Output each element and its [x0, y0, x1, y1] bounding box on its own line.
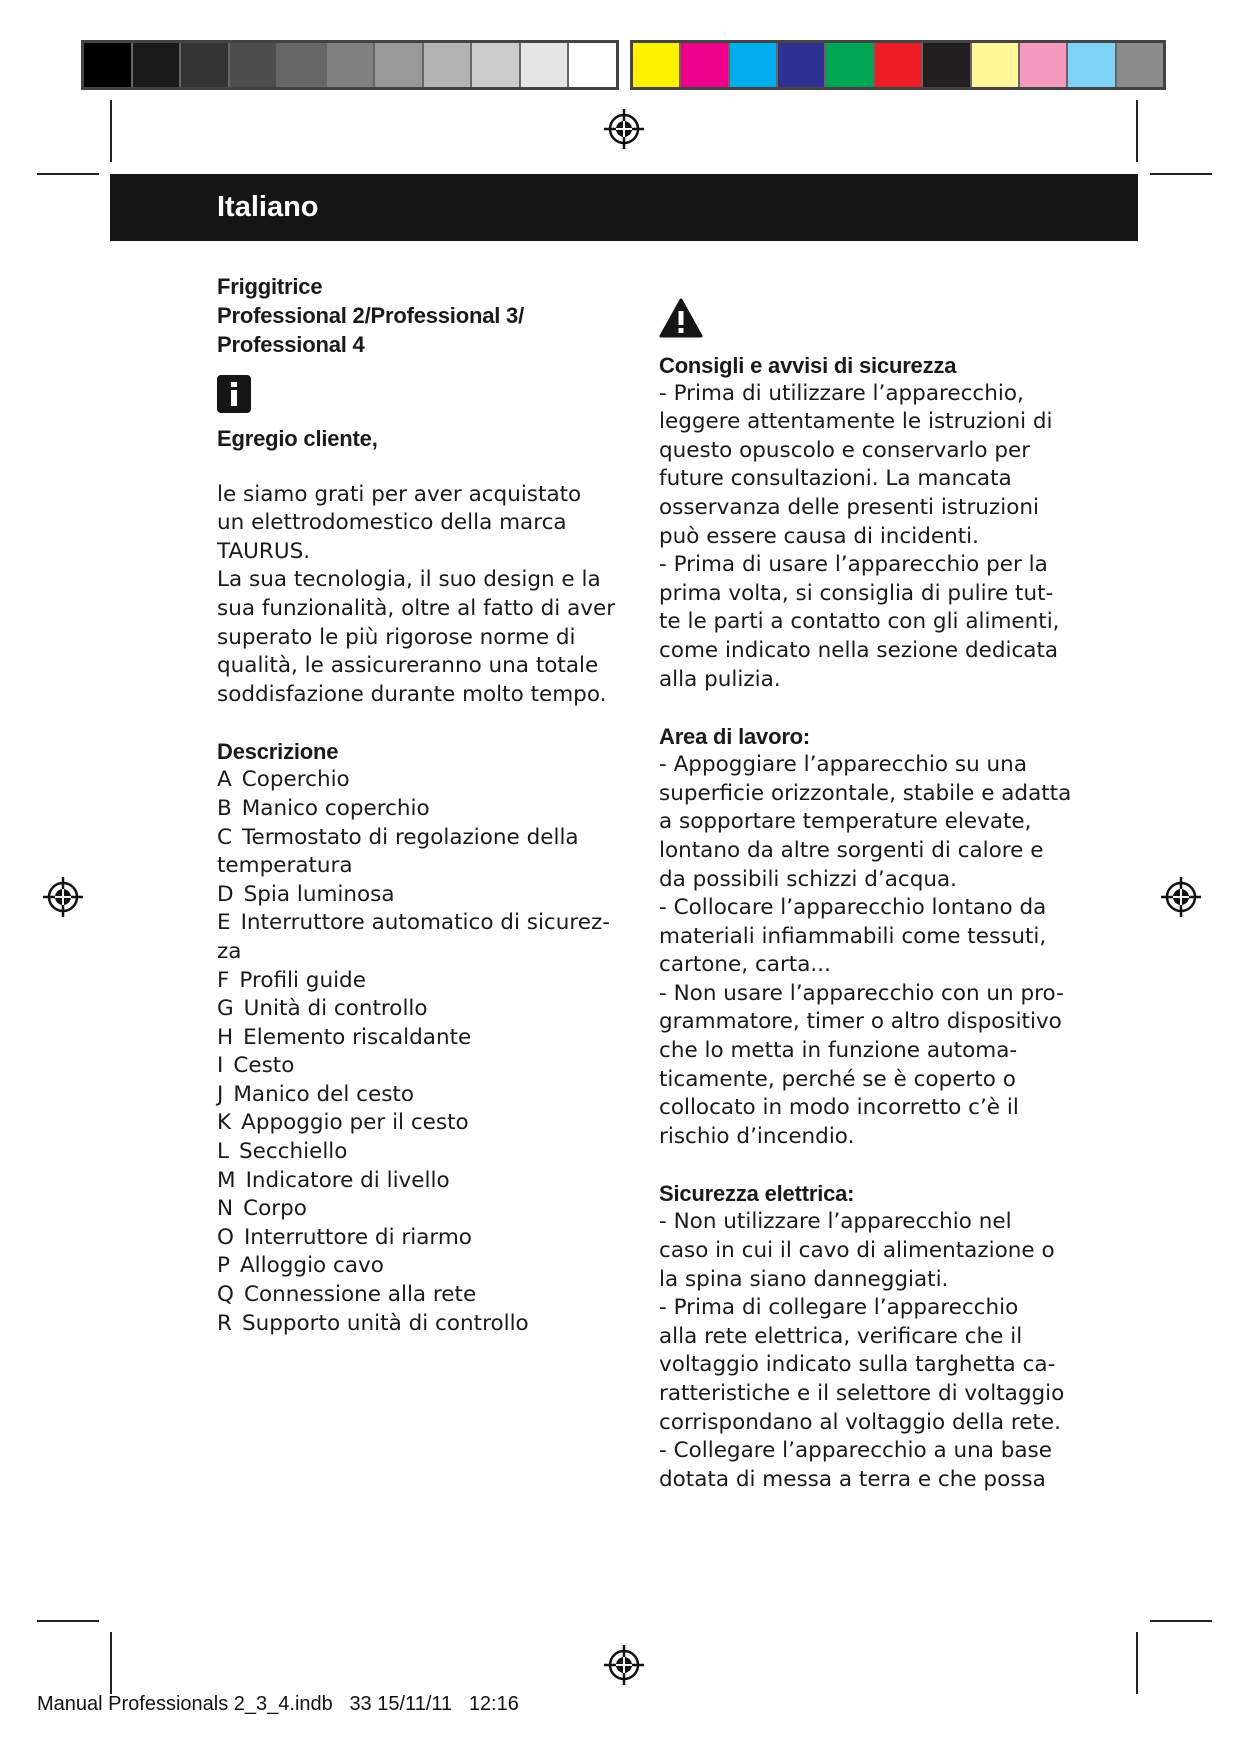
color-calibration-bar [630, 40, 1166, 90]
text-line: future consultazioni. La mancata [659, 466, 1012, 492]
color-swatch [681, 43, 729, 87]
item-letter: N [217, 1196, 234, 1222]
text-line: corrispondano al voltaggio della rete. [659, 1409, 1061, 1435]
color-swatch [875, 43, 923, 87]
description-item [217, 1167, 617, 1196]
text-line: collocato in modo incorretto c’è il [659, 1095, 1019, 1121]
safety-paragraph [659, 380, 1079, 552]
item-label: Coperchio [241, 767, 350, 793]
item-label: Interruttore di riarmo [243, 1224, 472, 1250]
text-line: - Non utilizzare l’apparecchio nel [659, 1209, 1012, 1235]
description-item [217, 1224, 617, 1253]
text-line: sua funzionalità, oltre al fatto di aver [217, 595, 616, 621]
product-title-line: Professional 2/Professional 3/ [217, 303, 525, 328]
info-icon [217, 375, 251, 413]
text-line: - Non usare l’apparecchio con un pro- [659, 980, 1064, 1006]
work-area-paragraph [659, 894, 1079, 980]
text-line: La sua tecnologia, il suo design e la [217, 567, 601, 593]
electrical-paragraph [659, 1294, 1079, 1437]
item-label: Profili guide [239, 967, 366, 993]
description-item [217, 1252, 617, 1281]
description-item [217, 1109, 617, 1138]
item-letter: C [217, 824, 233, 850]
registration-mark-icon [603, 1644, 645, 1686]
electrical-paragraph [659, 1437, 1079, 1494]
footer-date: 15/11/11 [377, 1693, 453, 1715]
color-swatch [633, 43, 681, 87]
color-swatch [472, 43, 521, 87]
item-label-continuation: za [217, 938, 242, 964]
color-swatch [278, 43, 327, 87]
text-line: te le parti a contatto con gli alimenti, [659, 609, 1060, 635]
text-line: - Appoggiare l’apparecchio su una [659, 752, 1027, 778]
color-swatch [778, 43, 826, 87]
description-item [217, 1138, 617, 1167]
electrical-paragraph [659, 1208, 1079, 1294]
color-swatch [569, 43, 616, 87]
work-area-paragraph [659, 751, 1079, 894]
item-letter: E [217, 910, 231, 936]
item-letter: I [217, 1053, 224, 1079]
crop-mark [37, 1620, 99, 1622]
text-line: TAURUS. [217, 538, 311, 564]
intro-text [217, 481, 617, 710]
registration-mark-icon [603, 108, 645, 150]
greeting: Egregio cliente, [217, 425, 378, 451]
text-line: ticamente, perché se è coperto o [659, 1066, 1016, 1092]
text-line: le siamo grati per aver acquistato [217, 481, 582, 507]
item-letter: K [217, 1110, 232, 1136]
text-line: la spina siano danneggiati. [659, 1266, 949, 1292]
color-swatch [1020, 43, 1068, 87]
crop-mark [1150, 173, 1212, 175]
description-list [217, 766, 617, 1338]
left-column [217, 272, 617, 1338]
text-line: da possibili schizzi d’acqua. [659, 866, 957, 892]
description-item [217, 1052, 617, 1081]
product-title [217, 272, 617, 359]
item-letter: F [217, 967, 230, 993]
text-line: rischio d’incendio. [659, 1123, 855, 1149]
crop-mark [1136, 100, 1138, 162]
item-letter: A [217, 767, 232, 793]
description-item [217, 766, 617, 795]
description-item [217, 909, 617, 966]
description-item [217, 881, 617, 910]
text-line: come indicato nella sezione dedicata [659, 637, 1059, 663]
text-line: alla rete elettrica, verificare che il [659, 1323, 1023, 1349]
color-swatch [1117, 43, 1163, 87]
color-swatch [424, 43, 473, 87]
work-area-heading: Area di lavoro: [659, 724, 811, 750]
text-line: prima volta, si consiglia di pulire tut- [659, 580, 1054, 606]
registration-mark-icon [1160, 876, 1202, 918]
language-header [110, 174, 1138, 241]
item-label-continuation: temperatura [217, 853, 353, 879]
text-line: leggere attentamente le istruzioni di [659, 409, 1053, 435]
work-area-paragraph [659, 980, 1079, 1152]
text-line: cartone, carta... [659, 952, 831, 978]
item-letter: Q [217, 1282, 234, 1308]
description-item [217, 967, 617, 996]
language-title: Italiano [217, 191, 319, 223]
intro-paragraph [217, 481, 617, 567]
text-line: ratteristiche e il selettore di voltaggio [659, 1381, 1065, 1406]
text-line: grammatore, timer o altro dispositivo [659, 1009, 1062, 1035]
footer-time: 12:16 [468, 1693, 519, 1715]
footer-slug [37, 1693, 519, 1716]
safety-paragraph [659, 551, 1079, 694]
crop-mark [1136, 1632, 1138, 1694]
warning-triangle-icon [659, 298, 703, 338]
item-label: Cesto [233, 1053, 295, 1079]
item-label: Supporto unità di controllo [241, 1310, 529, 1336]
safety-heading: Consigli e avvisi di sicurezza [659, 352, 957, 378]
description-item [217, 1281, 617, 1310]
color-swatch [923, 43, 971, 87]
item-label: Spia luminosa [243, 881, 395, 907]
text-line: superato le più rigorose norme di [217, 624, 576, 650]
text-line: un elettrodomestico della marca [217, 510, 567, 536]
item-letter: G [217, 996, 234, 1022]
product-title-line: Friggitrice [217, 274, 323, 299]
safety-text [659, 380, 1079, 695]
text-line: caso in cui il cavo di alimentazione o [659, 1238, 1055, 1264]
color-swatch [972, 43, 1020, 87]
item-label: Indicatore di livello [245, 1167, 450, 1193]
item-letter: P [217, 1253, 230, 1279]
item-label: Corpo [243, 1196, 307, 1222]
crop-mark [1150, 1620, 1212, 1622]
item-letter: H [217, 1024, 234, 1050]
text-line: può essere causa di incidenti. [659, 523, 979, 549]
color-swatch [133, 43, 182, 87]
text-line: dotata di messa a terra e che possa [659, 1466, 1046, 1492]
description-item [217, 1310, 617, 1339]
description-item [217, 995, 617, 1024]
footer-page: 33 [349, 1693, 372, 1715]
text-line: che lo metta in funzione automa- [659, 1038, 1018, 1064]
item-label: Interruttore automatico di sicurez- [240, 910, 611, 936]
work-area-text [659, 751, 1079, 1151]
item-label: Manico del cesto [233, 1081, 414, 1107]
text-line: alla pulizia. [659, 666, 781, 692]
item-label: Secchiello [238, 1139, 348, 1165]
crop-mark [110, 1632, 112, 1694]
text-line: - Collegare l’apparecchio a una base [659, 1438, 1052, 1464]
description-heading: Descrizione [217, 739, 339, 765]
color-swatch [730, 43, 778, 87]
registration-mark-icon [42, 876, 84, 918]
crop-mark [37, 173, 99, 175]
intro-paragraph [217, 566, 617, 709]
text-line: voltaggio indicato sulla targhetta ca- [659, 1352, 1056, 1378]
item-letter: L [217, 1139, 229, 1165]
item-label: Alloggio cavo [239, 1253, 384, 1279]
item-letter: M [217, 1167, 236, 1193]
item-label: Unità di controllo [243, 996, 428, 1022]
footer-filename: Manual Professionals 2_3_4.indb [37, 1693, 333, 1715]
text-line: - Prima di collegare l’apparecchio [659, 1295, 1019, 1321]
text-line: soddisfazione durante molto tempo. [217, 681, 607, 707]
text-line: a sopportare temperature elevate, [659, 809, 1032, 835]
description-item [217, 1081, 617, 1110]
text-line: - Prima di utilizzare l’apparecchio, [659, 380, 1024, 406]
item-letter: B [217, 795, 232, 821]
item-label: Manico coperchio [241, 795, 430, 821]
item-label: Connessione alla rete [243, 1282, 477, 1308]
text-line: materiali infiammabili come tessuti, [659, 923, 1047, 949]
description-item [217, 1024, 617, 1053]
right-column [659, 298, 1079, 1494]
grayscale-calibration-bar [81, 40, 619, 90]
color-swatch [826, 43, 874, 87]
color-swatch [1068, 43, 1116, 87]
text-line: osservanza delle presenti istruzioni [659, 494, 1039, 520]
description-item [217, 824, 617, 881]
item-letter: R [217, 1310, 232, 1336]
description-item [217, 1195, 617, 1224]
text-line: - Collocare l’apparecchio lontano da [659, 895, 1047, 921]
text-line: superficie orizzontale, stabile e adatta [659, 780, 1072, 806]
text-line: questo opuscolo e conservarlo per [659, 437, 1031, 463]
crop-mark [110, 100, 112, 162]
text-line: lontano da altre sorgenti di calore e [659, 837, 1044, 863]
text-line: - Prima di usare l’apparecchio per la [659, 552, 1048, 578]
item-label: Termostato di regolazione della [242, 824, 579, 850]
item-label: Appoggio per il cesto [241, 1110, 469, 1136]
electrical-heading: Sicurezza elettrica: [659, 1181, 855, 1207]
color-swatch [375, 43, 424, 87]
color-swatch [181, 43, 230, 87]
product-title-line: Professional 4 [217, 332, 365, 357]
item-letter: O [217, 1224, 234, 1250]
color-swatch [521, 43, 570, 87]
item-letter: D [217, 881, 234, 907]
description-item [217, 795, 617, 824]
color-swatch [230, 43, 279, 87]
color-swatch [84, 43, 133, 87]
item-letter: J [217, 1081, 224, 1107]
item-label: Elemento riscaldante [243, 1024, 472, 1050]
color-swatch [327, 43, 376, 87]
electrical-text [659, 1208, 1079, 1494]
text-line: qualità, le assicureranno una totale [217, 653, 599, 679]
